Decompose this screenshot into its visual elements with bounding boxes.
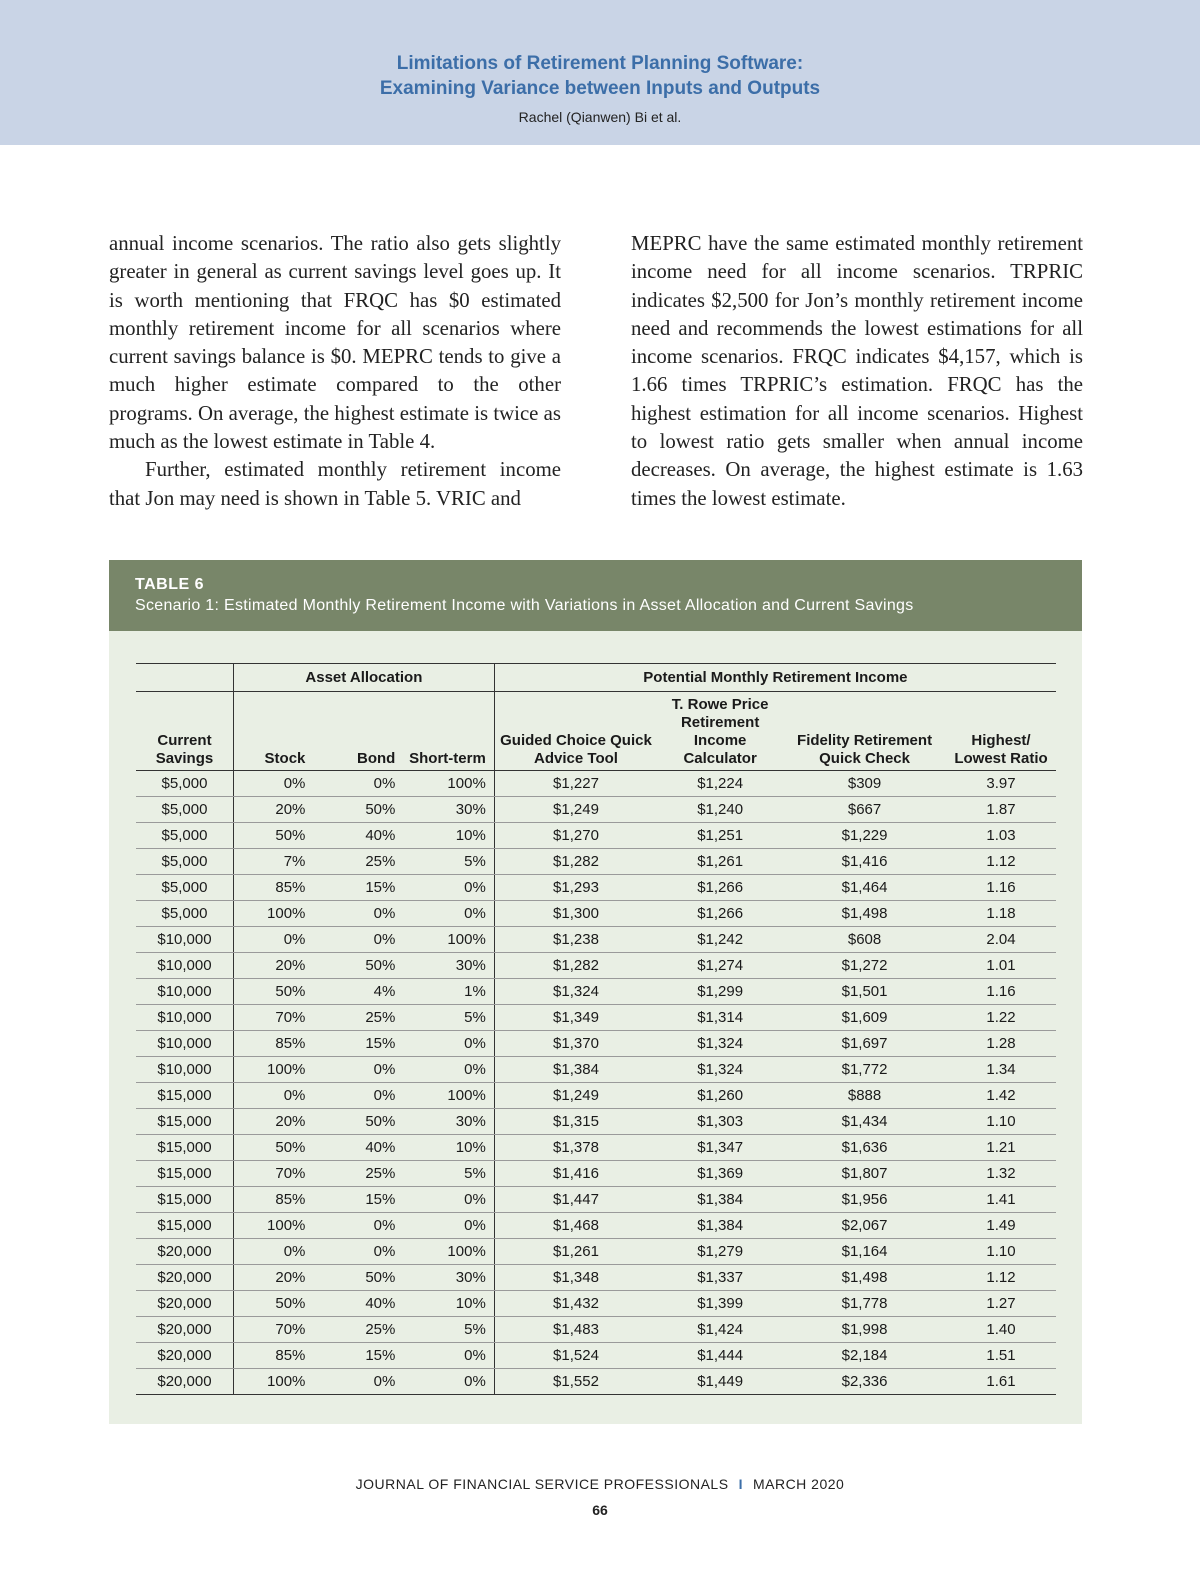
cell-t-rowe-price: $1,324	[657, 1031, 783, 1057]
table-row	[136, 1317, 1056, 1343]
cell-guided-choice: $1,447	[494, 1187, 657, 1213]
cell-fidelity: $1,416	[783, 849, 946, 875]
cell-ratio: 1.34	[946, 1057, 1056, 1083]
cell-short-term: 0%	[403, 1187, 494, 1213]
cell-stock: 0%	[233, 771, 313, 797]
cell-ratio: 1.10	[946, 1239, 1056, 1265]
cell-t-rowe-price: $1,399	[657, 1291, 783, 1317]
cell-t-rowe-price: $1,279	[657, 1239, 783, 1265]
cell-ratio: 1.01	[946, 953, 1056, 979]
table-row	[136, 953, 1056, 979]
cell-fidelity: $1,998	[783, 1317, 946, 1343]
cell-fidelity: $309	[783, 771, 946, 797]
cell-bond: 0%	[313, 1057, 403, 1083]
cell-ratio: 1.27	[946, 1291, 1056, 1317]
cell-current-savings: $20,000	[136, 1239, 233, 1265]
cell-short-term: 30%	[403, 1109, 494, 1135]
cell-current-savings: $10,000	[136, 1005, 233, 1031]
table-row	[136, 1187, 1056, 1213]
paragraph: annual income scenarios. The ratio also gets slightly greater in general as current savings level goes up. It is worth mentioning that FRQC has $0 estimated monthly retirement income for all scenarios where current savings balance is $0. MEPRC tends to give a much higher estimate compared to the other programs. On average, the highest estimate is twice as much as the lowest estimate in Table 4.	[109, 232, 561, 454]
cell-short-term: 0%	[403, 1343, 494, 1369]
cell-short-term: 5%	[403, 1317, 494, 1343]
cell-fidelity: $1,609	[783, 1005, 946, 1031]
cell-bond: 40%	[313, 1291, 403, 1317]
cell-bond: 0%	[313, 1213, 403, 1239]
cell-guided-choice: $1,315	[494, 1109, 657, 1135]
cell-fidelity: $1,498	[783, 1265, 946, 1291]
cell-guided-choice: $1,483	[494, 1317, 657, 1343]
cell-t-rowe-price: $1,424	[657, 1317, 783, 1343]
cell-guided-choice: $1,249	[494, 1083, 657, 1109]
cell-short-term: 5%	[403, 1161, 494, 1187]
cell-short-term: 100%	[403, 771, 494, 797]
cell-fidelity: $2,336	[783, 1369, 946, 1395]
cell-fidelity: $1,164	[783, 1239, 946, 1265]
cell-guided-choice: $1,270	[494, 823, 657, 849]
table-row	[136, 1369, 1056, 1395]
cell-bond: 50%	[313, 797, 403, 823]
col-header-current-savings: Current Savings	[136, 692, 233, 771]
table-row	[136, 1135, 1056, 1161]
cell-current-savings: $20,000	[136, 1265, 233, 1291]
cell-stock: 70%	[233, 1005, 313, 1031]
cell-ratio: 1.51	[946, 1343, 1056, 1369]
cell-stock: 0%	[233, 927, 313, 953]
cell-stock: 100%	[233, 1213, 313, 1239]
cell-stock: 50%	[233, 1291, 313, 1317]
cell-t-rowe-price: $1,266	[657, 875, 783, 901]
cell-guided-choice: $1,249	[494, 797, 657, 823]
cell-fidelity: $608	[783, 927, 946, 953]
cell-stock: 85%	[233, 875, 313, 901]
cell-stock: 50%	[233, 979, 313, 1005]
cell-ratio: 1.16	[946, 875, 1056, 901]
cell-short-term: 30%	[403, 1265, 494, 1291]
cell-short-term: 5%	[403, 1005, 494, 1031]
cell-current-savings: $10,000	[136, 927, 233, 953]
cell-ratio: 1.22	[946, 1005, 1056, 1031]
cell-bond: 4%	[313, 979, 403, 1005]
cell-bond: 15%	[313, 1031, 403, 1057]
cell-t-rowe-price: $1,242	[657, 927, 783, 953]
cell-guided-choice: $1,468	[494, 1213, 657, 1239]
cell-fidelity: $1,498	[783, 901, 946, 927]
cell-stock: 100%	[233, 901, 313, 927]
cell-short-term: 100%	[403, 1239, 494, 1265]
cell-short-term: 30%	[403, 797, 494, 823]
cell-bond: 0%	[313, 771, 403, 797]
cell-t-rowe-price: $1,260	[657, 1083, 783, 1109]
cell-current-savings: $10,000	[136, 1031, 233, 1057]
col-header-fidelity: Fidelity Retirement Quick Check	[783, 692, 946, 771]
cell-stock: 20%	[233, 797, 313, 823]
cell-stock: 85%	[233, 1187, 313, 1213]
table-row	[136, 1265, 1056, 1291]
cell-current-savings: $10,000	[136, 953, 233, 979]
cell-fidelity: $1,807	[783, 1161, 946, 1187]
cell-guided-choice: $1,324	[494, 979, 657, 1005]
table-row	[136, 1343, 1056, 1369]
cell-bond: 0%	[313, 1083, 403, 1109]
table-row	[136, 1057, 1056, 1083]
cell-short-term: 0%	[403, 901, 494, 927]
cell-ratio: 1.42	[946, 1083, 1056, 1109]
article-authors: Rachel (Qianwen) Bi et al.	[518, 109, 682, 125]
cell-ratio: 3.97	[946, 771, 1056, 797]
cell-bond: 25%	[313, 1161, 403, 1187]
group-header-potential-income: Potential Monthly Retirement Income	[494, 664, 1056, 692]
cell-current-savings: $5,000	[136, 849, 233, 875]
table-row	[136, 1291, 1056, 1317]
cell-ratio: 1.12	[946, 1265, 1056, 1291]
cell-bond: 0%	[313, 1369, 403, 1395]
cell-ratio: 1.40	[946, 1317, 1056, 1343]
paragraph: Further, estimated monthly retirement income that Jon may need is shown in Table 5. VRIC and	[109, 458, 561, 510]
cell-bond: 15%	[313, 875, 403, 901]
cell-ratio: 1.18	[946, 901, 1056, 927]
cell-bond: 50%	[313, 1265, 403, 1291]
cell-fidelity: $2,184	[783, 1343, 946, 1369]
cell-ratio: 1.03	[946, 823, 1056, 849]
table-row	[136, 1161, 1056, 1187]
cell-current-savings: $20,000	[136, 1369, 233, 1395]
cell-stock: 85%	[233, 1031, 313, 1057]
table-row	[136, 1213, 1056, 1239]
table-row	[136, 823, 1056, 849]
cell-guided-choice: $1,300	[494, 901, 657, 927]
cell-t-rowe-price: $1,261	[657, 849, 783, 875]
cell-fidelity: $1,434	[783, 1109, 946, 1135]
cell-guided-choice: $1,370	[494, 1031, 657, 1057]
cell-current-savings: $15,000	[136, 1109, 233, 1135]
table-row	[136, 1083, 1056, 1109]
cell-t-rowe-price: $1,224	[657, 771, 783, 797]
cell-stock: 70%	[233, 1317, 313, 1343]
col-header-t-rowe-price: T. Rowe Price Retirement Income Calculator	[657, 692, 783, 771]
cell-t-rowe-price: $1,384	[657, 1187, 783, 1213]
table-row	[136, 849, 1056, 875]
cell-t-rowe-price: $1,314	[657, 1005, 783, 1031]
cell-fidelity: $1,272	[783, 953, 946, 979]
table-heading-band	[109, 560, 1082, 631]
col-header-bond: Bond	[313, 692, 403, 771]
cell-bond: 25%	[313, 1317, 403, 1343]
journal-name: JOURNAL OF FINANCIAL SERVICE PROFESSIONALS	[355, 1476, 729, 1492]
cell-ratio: 1.16	[946, 979, 1056, 1005]
cell-guided-choice: $1,282	[494, 849, 657, 875]
cell-fidelity: $1,464	[783, 875, 946, 901]
cell-short-term: 10%	[403, 823, 494, 849]
cell-current-savings: $15,000	[136, 1187, 233, 1213]
cell-t-rowe-price: $1,369	[657, 1161, 783, 1187]
cell-ratio: 1.32	[946, 1161, 1056, 1187]
cell-t-rowe-price: $1,444	[657, 1343, 783, 1369]
cell-guided-choice: $1,349	[494, 1005, 657, 1031]
table-caption: Scenario 1: Estimated Monthly Retirement Income with Variations in Asset Allocation and Current Savings	[135, 597, 914, 614]
cell-guided-choice: $1,227	[494, 771, 657, 797]
cell-t-rowe-price: $1,384	[657, 1213, 783, 1239]
page-header	[0, 0, 1200, 145]
cell-short-term: 10%	[403, 1291, 494, 1317]
cell-fidelity: $1,778	[783, 1291, 946, 1317]
cell-current-savings: $15,000	[136, 1135, 233, 1161]
cell-stock: 50%	[233, 1135, 313, 1161]
table-row	[136, 1031, 1056, 1057]
cell-ratio: 1.10	[946, 1109, 1056, 1135]
cell-guided-choice: $1,416	[494, 1161, 657, 1187]
cell-t-rowe-price: $1,303	[657, 1109, 783, 1135]
page-number: 66	[592, 1502, 608, 1518]
table-body	[136, 771, 1056, 1395]
cell-current-savings: $20,000	[136, 1317, 233, 1343]
cell-t-rowe-price: $1,337	[657, 1265, 783, 1291]
cell-short-term: 0%	[403, 875, 494, 901]
cell-guided-choice: $1,348	[494, 1265, 657, 1291]
cell-current-savings: $5,000	[136, 823, 233, 849]
cell-stock: 0%	[233, 1083, 313, 1109]
cell-stock: 20%	[233, 1265, 313, 1291]
table-row	[136, 979, 1056, 1005]
cell-t-rowe-price: $1,324	[657, 1057, 783, 1083]
cell-t-rowe-price: $1,347	[657, 1135, 783, 1161]
cell-guided-choice: $1,552	[494, 1369, 657, 1395]
cell-short-term: 1%	[403, 979, 494, 1005]
cell-stock: 100%	[233, 1057, 313, 1083]
table-row	[136, 875, 1056, 901]
cell-stock: 85%	[233, 1343, 313, 1369]
cell-fidelity: $1,697	[783, 1031, 946, 1057]
cell-stock: 20%	[233, 1109, 313, 1135]
cell-stock: 70%	[233, 1161, 313, 1187]
cell-current-savings: $20,000	[136, 1343, 233, 1369]
cell-ratio: 1.87	[946, 797, 1056, 823]
cell-stock: 50%	[233, 823, 313, 849]
cell-bond: 15%	[313, 1187, 403, 1213]
cell-t-rowe-price: $1,274	[657, 953, 783, 979]
cell-current-savings: $5,000	[136, 797, 233, 823]
cell-current-savings: $15,000	[136, 1083, 233, 1109]
cell-t-rowe-price: $1,299	[657, 979, 783, 1005]
col-header-stock: Stock	[233, 692, 313, 771]
cell-fidelity: $1,772	[783, 1057, 946, 1083]
cell-short-term: 0%	[403, 1031, 494, 1057]
cell-stock: 100%	[233, 1369, 313, 1395]
table-row	[136, 901, 1056, 927]
cell-short-term: 0%	[403, 1213, 494, 1239]
cell-short-term: 100%	[403, 1083, 494, 1109]
cell-t-rowe-price: $1,240	[657, 797, 783, 823]
cell-fidelity: $667	[783, 797, 946, 823]
table-row	[136, 771, 1056, 797]
page-footer	[0, 1476, 1200, 1492]
cell-current-savings: $5,000	[136, 771, 233, 797]
article-title-line2: Examining Variance between Inputs and Outputs	[379, 78, 821, 99]
cell-bond: 40%	[313, 823, 403, 849]
cell-current-savings: $15,000	[136, 1213, 233, 1239]
table-row	[136, 927, 1056, 953]
table-row	[136, 1109, 1056, 1135]
cell-guided-choice: $1,282	[494, 953, 657, 979]
table-row	[136, 1005, 1056, 1031]
cell-guided-choice: $1,384	[494, 1057, 657, 1083]
cell-current-savings: $20,000	[136, 1291, 233, 1317]
cell-bond: 50%	[313, 953, 403, 979]
cell-stock: 20%	[233, 953, 313, 979]
cell-guided-choice: $1,293	[494, 875, 657, 901]
cell-ratio: 1.28	[946, 1031, 1056, 1057]
cell-bond: 15%	[313, 1343, 403, 1369]
body-column-left	[109, 230, 561, 513]
cell-current-savings: $15,000	[136, 1161, 233, 1187]
cell-guided-choice: $1,432	[494, 1291, 657, 1317]
cell-fidelity: $1,636	[783, 1135, 946, 1161]
table-number: TABLE 6	[135, 576, 204, 593]
cell-stock: 0%	[233, 1239, 313, 1265]
table-row	[136, 1239, 1056, 1265]
article-title-line1: Limitations of Retirement Planning Software:	[396, 53, 804, 74]
cell-ratio: 1.12	[946, 849, 1056, 875]
cell-current-savings: $10,000	[136, 1057, 233, 1083]
cell-current-savings: $5,000	[136, 901, 233, 927]
table-row	[136, 797, 1056, 823]
cell-fidelity: $888	[783, 1083, 946, 1109]
cell-bond: 50%	[313, 1109, 403, 1135]
cell-short-term: 0%	[403, 1369, 494, 1395]
col-header-guided-choice: Guided Choice Quick Advice Tool	[494, 692, 657, 771]
data-table	[136, 663, 1056, 1395]
col-header-short-term: Short-term	[403, 692, 494, 771]
cell-guided-choice: $1,261	[494, 1239, 657, 1265]
cell-t-rowe-price: $1,266	[657, 901, 783, 927]
footer-separator: I	[738, 1476, 743, 1492]
group-header-asset-allocation: Asset Allocation	[233, 664, 494, 692]
cell-bond: 0%	[313, 1239, 403, 1265]
cell-short-term: 30%	[403, 953, 494, 979]
cell-fidelity: $1,501	[783, 979, 946, 1005]
cell-t-rowe-price: $1,251	[657, 823, 783, 849]
cell-short-term: 5%	[403, 849, 494, 875]
cell-t-rowe-price: $1,449	[657, 1369, 783, 1395]
header-spacer	[136, 664, 233, 692]
cell-bond: 40%	[313, 1135, 403, 1161]
cell-bond: 25%	[313, 1005, 403, 1031]
cell-fidelity: $1,229	[783, 823, 946, 849]
cell-ratio: 1.41	[946, 1187, 1056, 1213]
col-header-ratio: Highest/ Lowest Ratio	[946, 692, 1056, 771]
cell-current-savings: $10,000	[136, 979, 233, 1005]
cell-ratio: 1.49	[946, 1213, 1056, 1239]
cell-short-term: 0%	[403, 1057, 494, 1083]
cell-guided-choice: $1,378	[494, 1135, 657, 1161]
table-panel	[109, 631, 1082, 1424]
body-column-right	[631, 230, 1083, 513]
cell-bond: 0%	[313, 901, 403, 927]
cell-stock: 7%	[233, 849, 313, 875]
cell-current-savings: $5,000	[136, 875, 233, 901]
cell-ratio: 2.04	[946, 927, 1056, 953]
cell-fidelity: $1,956	[783, 1187, 946, 1213]
cell-guided-choice: $1,524	[494, 1343, 657, 1369]
cell-bond: 25%	[313, 849, 403, 875]
paragraph: MEPRC have the same estimated monthly retirement income need for all income scenarios. TRPRIC indicates $2,500 for Jon’s monthly retirement income need and recommends the lowest estimations for all income scenarios. FRQC indicates $4,157, which is 1.66 times TRPRIC’s estimation. FRQC has the highest estimation for all income scenarios. Highest to lowest ratio gets smaller when annual income decreases. On average, the highest estimate is 1.63 times the lowest estimate.	[631, 232, 1083, 510]
cell-ratio: 1.61	[946, 1369, 1056, 1395]
cell-guided-choice: $1,238	[494, 927, 657, 953]
cell-bond: 0%	[313, 927, 403, 953]
cell-short-term: 100%	[403, 927, 494, 953]
cell-short-term: 10%	[403, 1135, 494, 1161]
cell-ratio: 1.21	[946, 1135, 1056, 1161]
issue-date: MARCH 2020	[752, 1476, 845, 1492]
cell-fidelity: $2,067	[783, 1213, 946, 1239]
